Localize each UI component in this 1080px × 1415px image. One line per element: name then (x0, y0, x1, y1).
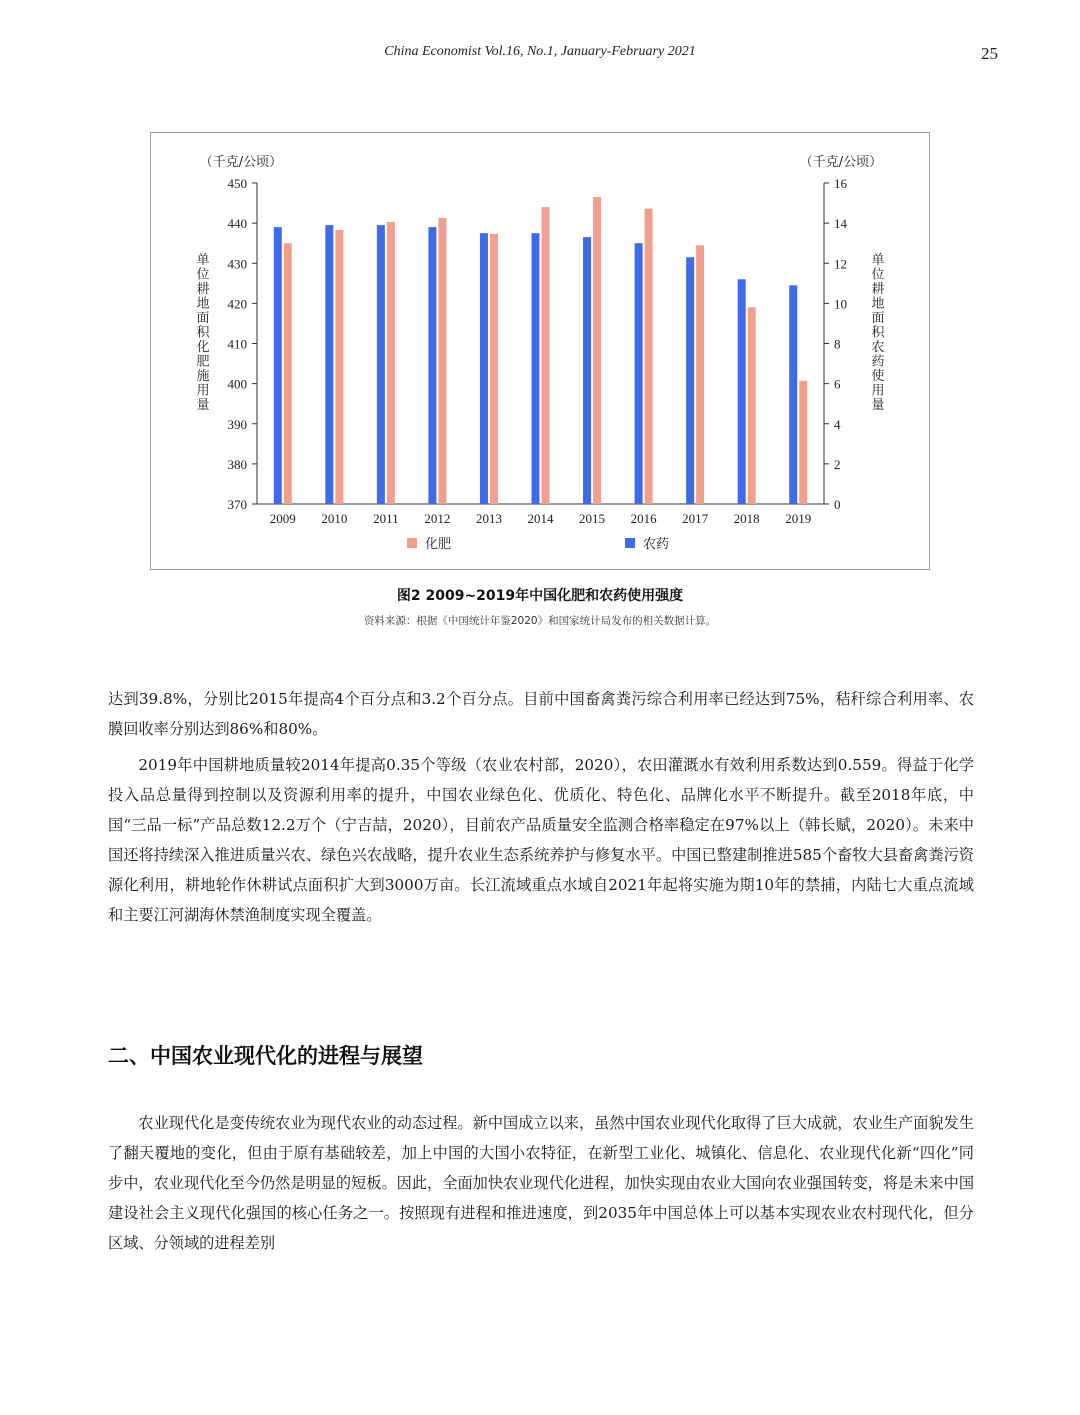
pesticide-bar (532, 233, 540, 504)
paragraph-2: 2019年中国耕地质量较2014年提高0.35个等级（农业农村部，2020），农田灌溉水有效利用系数达到0.559。得益于化学投入品总量得到控制以及资源利用率的提升，中国农业绿色化、优质化、特色化、品牌化水平不断提升。截至2018年底，中国“三品一标”产品总数12.2万个（宁吉喆，2020），目前农产品质量安全监测合格率稳定在97%以上（韩长赋，2020）。未来中国还将持续深入推进质量兴农、绿色兴农战略，提升农业生态系统养护与修复水平。中国已整建制推进585个畜牧大县畜禽粪污资源化利用，耕地轮作休耕试点面积扩大到3000万亩。长江流域重点水域自2021年起将实施为期10年的禁捕，内陆七大重点流域和主要江河湖海休禁渔制度实现全覆盖。 (108, 756, 974, 924)
right-axis-tick-label: 4 (834, 416, 841, 432)
left-axis-tick-label: 410 (227, 336, 247, 352)
legend-swatch-pesticide (625, 538, 635, 548)
left-axis-label-char: 位 (196, 267, 210, 283)
left-axis-label-char: 肥 (196, 354, 210, 370)
right-axis-label-char: 面 (871, 311, 885, 326)
left-axis-tick-label: 430 (227, 256, 247, 272)
left-axis-tick-label: 400 (227, 376, 247, 392)
left-axis-label-char: 量 (196, 398, 210, 413)
x-axis-tick-label: 2015 (579, 511, 606, 526)
right-axis-label-char: 药 (871, 354, 885, 370)
right-axis-tick-label: 16 (834, 176, 847, 191)
right-axis-label-char: 量 (871, 398, 885, 413)
running-head: China Economist Vol.16, No.1, January-February 2021 (384, 44, 696, 59)
pesticide-bar (480, 233, 488, 504)
left-axis-label-char: 面 (196, 311, 210, 326)
page-number: 25 (981, 44, 998, 63)
left-axis-tick-label: 450 (227, 176, 247, 191)
right-axis-tick-label: 8 (834, 336, 841, 352)
x-axis-tick-label: 2018 (733, 511, 760, 526)
fertilizer-bar (387, 222, 395, 504)
left-axis-tick-label: 440 (227, 216, 247, 232)
legend-swatch-fertilizer (407, 538, 417, 548)
x-axis-tick-label: 2010 (321, 511, 348, 526)
left-axis-tick-label: 380 (227, 456, 247, 472)
fertilizer-bar (490, 234, 498, 504)
right-axis-tick-label: 14 (834, 216, 847, 232)
left-axis-label-char: 积 (196, 325, 210, 341)
pesticide-bar (789, 285, 797, 504)
paragraph-1: 达到39.8%，分别比2015年提高4个百分点和3.2个百分点。目前中国畜禽粪污综合利用率已经达到75%，秸秆综合利用率、农膜回收率分别达到86%和80%。 (108, 690, 974, 738)
right-axis-label-char: 农 (871, 340, 885, 355)
fertilizer-bar (799, 381, 807, 504)
right-axis-tick-label: 12 (834, 256, 847, 272)
fertilizer-bar (335, 230, 343, 504)
x-axis-tick-label: 2012 (424, 511, 451, 526)
left-axis-tick-label: 370 (227, 497, 247, 512)
section-heading: 二、中国农业现代化的进程与展望 (108, 1044, 423, 1068)
right-axis-label-char: 地 (871, 296, 885, 312)
left-axis-label-char: 地 (196, 296, 210, 312)
fertilizer-bar (284, 243, 292, 504)
x-axis-tick-label: 2014 (527, 511, 554, 526)
right-axis-label-char: 单 (871, 253, 885, 268)
pesticide-bar (738, 279, 746, 504)
body-text-lower (108, 1108, 974, 1264)
fertilizer-bar (645, 209, 653, 504)
right-axis-tick-label: 10 (834, 296, 847, 312)
fertilizer-bar (696, 245, 704, 504)
fertilizer-bar (438, 218, 446, 504)
left-axis-label-char: 施 (196, 369, 210, 384)
bar-chart (151, 133, 931, 571)
right-axis-tick-label: 2 (834, 456, 841, 472)
legend-label-fertilizer: 化肥 (425, 537, 452, 552)
pesticide-bar (686, 257, 694, 504)
left-axis-label-char: 用 (196, 383, 210, 399)
right-axis-tick-label: 6 (834, 376, 841, 392)
right-axis-tick-label: 0 (834, 497, 841, 512)
right-axis-label-char: 积 (871, 325, 885, 341)
pesticide-bar (583, 237, 591, 504)
figure-caption: 图2 2009~2019年中国化肥和农药使用强度 (396, 588, 684, 604)
pesticide-bar (428, 227, 436, 504)
figure-frame (150, 132, 930, 570)
pesticide-bar (635, 243, 643, 504)
left-axis-label-char: 耕 (196, 282, 210, 297)
left-axis-label-char: 化 (196, 340, 210, 355)
left-axis-tick-label: 390 (227, 416, 247, 432)
body-text-upper (108, 684, 974, 936)
x-axis-tick-label: 2016 (630, 511, 657, 526)
x-axis-tick-label: 2017 (682, 511, 709, 526)
left-axis-unit: （千克/公顷） (199, 155, 283, 170)
x-axis-tick-label: 2019 (785, 511, 812, 526)
x-axis-tick-label: 2009 (269, 511, 296, 526)
left-axis-label-char: 单 (196, 253, 210, 268)
pesticide-bar (377, 225, 385, 504)
fertilizer-bar (593, 197, 601, 504)
fertilizer-bar (542, 207, 550, 504)
pesticide-bar (325, 225, 333, 504)
fertilizer-bar (748, 307, 756, 504)
pesticide-bar (274, 227, 282, 504)
x-axis-tick-label: 2011 (373, 511, 399, 526)
right-axis-label-char: 使 (871, 369, 885, 384)
right-axis-label-char: 用 (871, 383, 885, 399)
legend-label-pesticide: 农药 (643, 537, 670, 552)
right-axis-unit: （千克/公顷） (799, 155, 883, 170)
right-axis-label-char: 位 (871, 267, 885, 283)
left-axis-tick-label: 420 (227, 296, 247, 312)
paragraph-3: 农业现代化是变传统农业为现代农业的动态过程。新中国成立以来，虽然中国农业现代化取得了巨大成就，农业生产面貌发生了翻天覆地的变化，但由于原有基础较差，加上中国的大国小农特征，在新型工业化、城镇化、信息化、农业现代化新“四化”同步中，农业现代化至今仍然是明显的短板。因此，全面加快农业现代化进程，加快实现由农业大国向农业强国转变，将是未来中国建设社会主义现代化强国的核心任务之一。按照现有进程和推进速度，到2035年中国总体上可以基本实现农业农村现代化，但分区域、分领域的进程差别 (108, 1114, 974, 1252)
right-axis-label-char: 耕 (871, 282, 885, 297)
x-axis-tick-label: 2013 (475, 511, 502, 526)
figure-source-note: 资料来源：根据《中国统计年鉴2020》和国家统计局发布的相关数据计算。 (363, 615, 717, 627)
